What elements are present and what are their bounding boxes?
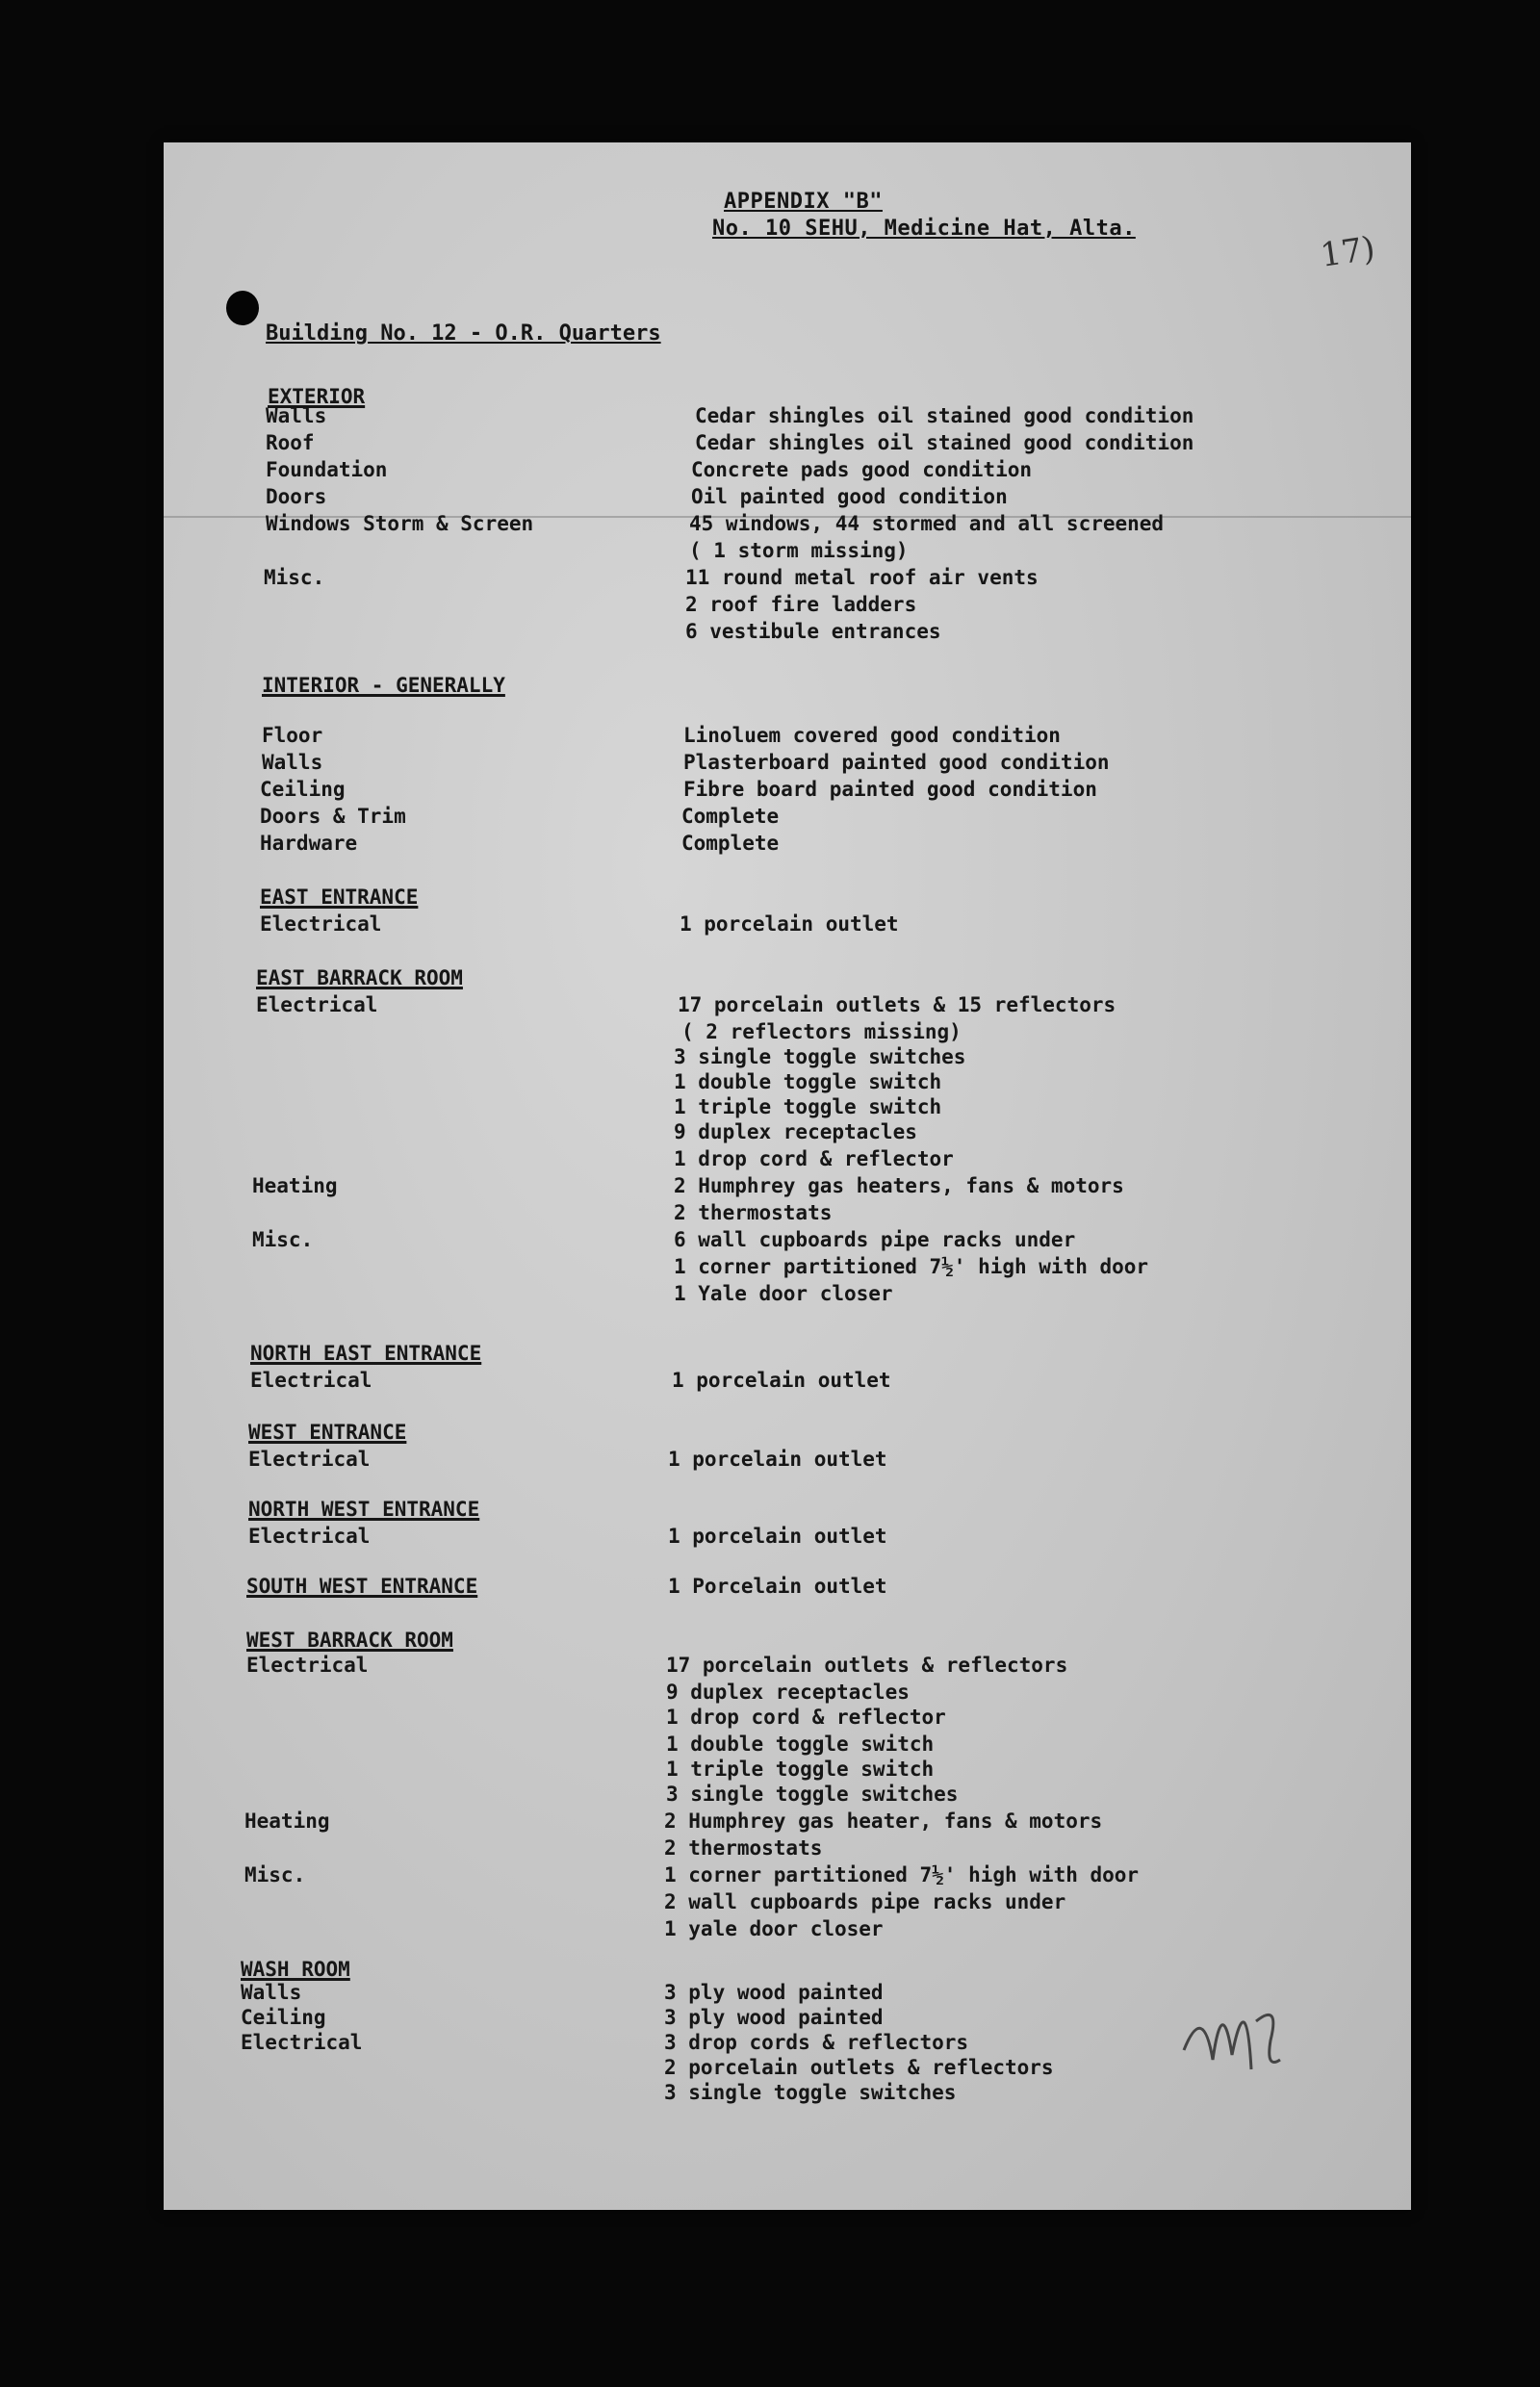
item-description: 1 drop cord & reflector [674, 1147, 954, 1170]
item-description: 3 ply wood painted [664, 1981, 884, 2004]
section-heading: WASH ROOM [241, 1958, 350, 1981]
item-description: 3 single toggle switches [674, 1045, 966, 1068]
item-description: 2 thermostats [674, 1201, 833, 1224]
inventory-row [0, 2056, 1540, 2083]
item-label: Walls [241, 1981, 302, 2004]
handwritten-initials [1174, 1964, 1290, 2079]
item-label: Heating [252, 1174, 338, 1197]
inventory-row [0, 593, 1540, 620]
inventory-row [0, 966, 1540, 993]
inventory-row [0, 2006, 1540, 2033]
inventory-row [0, 832, 1540, 859]
inventory-row [0, 1981, 1540, 2008]
item-description: Complete [681, 805, 780, 828]
inventory-row [0, 1732, 1540, 1759]
inventory-row [0, 886, 1540, 912]
inventory-row [0, 805, 1540, 832]
inventory-row [0, 2031, 1540, 2058]
inventory-row [0, 751, 1540, 778]
item-label: Electrical [256, 993, 378, 1016]
item-description: Cedar shingles oil stained good condition [695, 431, 1194, 454]
section-heading: WEST BARRACK ROOM [246, 1629, 453, 1652]
inventory-row [0, 1255, 1540, 1282]
item-description: Cedar shingles oil stained good condition [695, 404, 1194, 427]
item-description: ( 2 reflectors missing) [681, 1020, 962, 1043]
item-description: 3 single toggle switches [666, 1783, 959, 1806]
inventory-row [0, 1917, 1540, 1944]
item-description: Complete [681, 832, 780, 855]
handwritten-page-number: 17) [1318, 229, 1378, 275]
unit-title: No. 10 SEHU, Medicine Hat, Alta. [712, 217, 1136, 241]
inventory-row [0, 1070, 1540, 1097]
item-description: 11 round metal roof air vents [685, 566, 1039, 589]
inventory-row [0, 1863, 1540, 1890]
appendix-title: APPENDIX "B" [724, 190, 883, 214]
item-description: 1 drop cord & reflector [666, 1706, 946, 1729]
inventory-row [0, 1448, 1540, 1475]
item-description: Concrete pads good condition [691, 458, 1033, 481]
inventory-row [0, 1342, 1540, 1369]
inventory-row [0, 1654, 1540, 1681]
inventory-row [0, 1421, 1540, 1448]
item-label: Heating [244, 1810, 330, 1833]
section-heading: NORTH EAST ENTRANCE [250, 1342, 482, 1365]
inventory-row [0, 1836, 1540, 1863]
item-description: 17 porcelain outlets & reflectors [666, 1654, 1068, 1677]
item-description: 1 yale door closer [664, 1917, 884, 1940]
item-description: 1 porcelain outlet [672, 1369, 891, 1392]
item-description: Linoluem covered good condition [683, 724, 1061, 747]
item-label: Electrical [248, 1448, 371, 1471]
inventory-row [0, 1020, 1540, 1047]
inventory-row [0, 1045, 1540, 1072]
inventory-row [0, 566, 1540, 593]
item-label: Ceiling [241, 2006, 326, 2029]
item-description: 1 porcelain outlet [680, 912, 899, 936]
inventory-row [0, 1282, 1540, 1309]
inventory-row [0, 431, 1540, 458]
inventory-row [0, 912, 1540, 939]
section-heading: SOUTH WEST ENTRANCE [246, 1575, 478, 1598]
item-description: 1 triple toggle switch [666, 1758, 935, 1781]
item-description: 1 triple toggle switch [674, 1095, 942, 1118]
section-heading: EAST BARRACK ROOM [256, 966, 463, 989]
item-description: 2 porcelain outlets & reflectors [664, 2056, 1054, 2079]
item-description: Oil painted good condition [691, 485, 1008, 508]
inventory-row [0, 1810, 1540, 1836]
item-description: Plasterboard painted good condition [683, 751, 1110, 774]
inventory-row [0, 1758, 1540, 1784]
item-description: 3 single toggle switches [664, 2081, 957, 2104]
item-description: 1 corner partitioned 7½' high with door [674, 1255, 1149, 1278]
section-heading: NORTH WEST ENTRANCE [248, 1498, 480, 1521]
item-description: 9 duplex receptacles [666, 1681, 910, 1704]
item-label: Electrical [241, 2031, 363, 2054]
inventory-row [0, 1575, 1540, 1602]
item-label: Windows Storm & Screen [266, 512, 534, 535]
inventory-row [0, 512, 1540, 539]
inventory-row [0, 724, 1540, 751]
item-label: Foundation [266, 458, 388, 481]
item-description: 2 wall cupboards pipe racks under [664, 1890, 1066, 1913]
inventory-row [0, 1629, 1540, 1656]
item-description: 1 Yale door closer [674, 1282, 893, 1305]
inventory-row [0, 1228, 1540, 1255]
item-description: 1 porcelain outlet [668, 1525, 887, 1548]
inventory-row [0, 458, 1540, 485]
inventory-row [0, 1890, 1540, 1917]
building-title: Building No. 12 - O.R. Quarters [266, 321, 661, 346]
item-label: Electrical [246, 1654, 369, 1677]
item-label: Ceiling [260, 778, 346, 801]
item-description: 45 windows, 44 stormed and all screened [689, 512, 1165, 535]
inventory-row [0, 674, 1540, 701]
inventory-row [0, 485, 1540, 512]
item-description: 3 drop cords & reflectors [664, 2031, 969, 2054]
item-description: 6 vestibule entrances [685, 620, 941, 643]
item-label: Doors [266, 485, 327, 508]
item-label: Misc. [264, 566, 325, 589]
section-heading: INTERIOR - GENERALLY [262, 674, 505, 697]
item-description: 2 roof fire ladders [685, 593, 917, 616]
item-description: 9 duplex receptacles [674, 1120, 917, 1143]
item-label: Floor [262, 724, 323, 747]
item-description: 1 corner partitioned 7½' high with door [664, 1863, 1140, 1886]
item-description: 1 double toggle switch [666, 1732, 935, 1756]
inventory-row [0, 539, 1540, 566]
item-description: 2 Humphrey gas heater, fans & motors [664, 1810, 1103, 1833]
item-description: ( 1 storm missing) [689, 539, 909, 562]
item-description: 3 ply wood painted [664, 2006, 884, 2029]
inventory-row [0, 1174, 1540, 1201]
inventory-row [0, 1147, 1540, 1174]
item-description: Fibre board painted good condition [683, 778, 1097, 801]
inventory-row [0, 778, 1540, 805]
inventory-row [0, 1095, 1540, 1122]
section-heading: EXTERIOR [268, 385, 366, 408]
item-label: Misc. [252, 1228, 314, 1251]
inventory-row [0, 404, 1540, 431]
item-label: Doors & Trim [260, 805, 406, 828]
item-description: 6 wall cupboards pipe racks under [674, 1228, 1076, 1251]
inventory-row [0, 1783, 1540, 1810]
section-heading: EAST ENTRANCE [260, 886, 419, 909]
inventory-row [0, 1525, 1540, 1552]
inventory-row [0, 1681, 1540, 1707]
item-label: Roof [266, 431, 315, 454]
section-heading: WEST ENTRANCE [248, 1421, 407, 1444]
item-label: Electrical [260, 912, 382, 936]
inventory-row [0, 2081, 1540, 2108]
item-description: 2 thermostats [664, 1836, 823, 1860]
inventory-row [0, 1369, 1540, 1396]
item-label: Electrical [250, 1369, 372, 1392]
item-label: Electrical [248, 1525, 371, 1548]
inventory-row [0, 1498, 1540, 1525]
item-description: 17 porcelain outlets & 15 reflectors [678, 993, 1116, 1016]
item-description: 1 Porcelain outlet [668, 1575, 887, 1598]
inventory-row [0, 620, 1540, 647]
item-label: Walls [266, 404, 327, 427]
item-description: 1 porcelain outlet [668, 1448, 887, 1471]
item-label: Misc. [244, 1863, 306, 1886]
inventory-row [0, 1201, 1540, 1228]
item-description: 2 Humphrey gas heaters, fans & motors [674, 1174, 1124, 1197]
punch-hole [226, 291, 259, 325]
item-description: 1 double toggle switch [674, 1070, 942, 1093]
inventory-row [0, 1706, 1540, 1732]
inventory-row [0, 993, 1540, 1020]
item-label: Walls [262, 751, 323, 774]
inventory-row [0, 1120, 1540, 1147]
item-label: Hardware [260, 832, 358, 855]
